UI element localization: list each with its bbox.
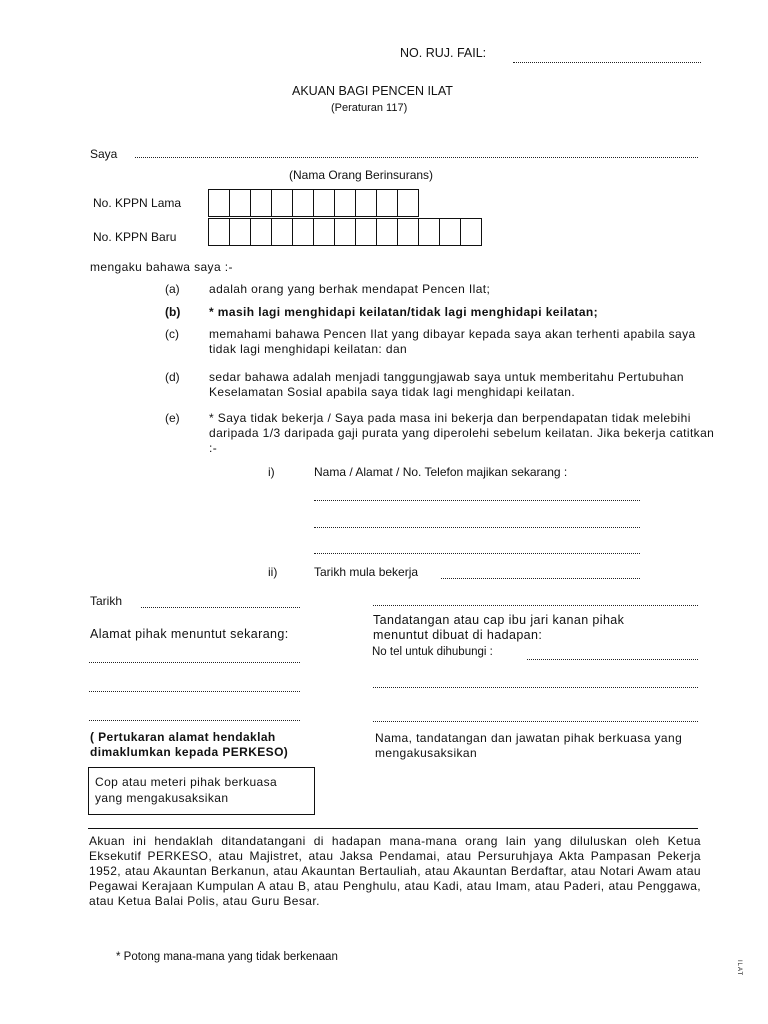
kppn-box[interactable]	[376, 189, 398, 217]
witness-line-2[interactable]	[373, 721, 698, 722]
kppn-box[interactable]	[313, 189, 335, 217]
form-subtitle: (Peraturan 117)	[331, 102, 408, 114]
kppn-box[interactable]	[397, 218, 419, 246]
name-field[interactable]	[135, 157, 698, 158]
footer-notice: Akuan ini hendaklah ditandatangani di hadapan mana-mana orang lain yang diluluskan oleh Ketua Eksekutif PERKESO, atau Majistret, atau Jaksa Pendamai, atau Persuruhjaya Akta Pampasan Pekerja 1952, atau Akauntan Berkanun, atau Akauntan Bertauliah, atau Akauntan Berdaftar, atau Notari Awam atau Pegawai Kerajaan Kumpulan A atau B, atau Penghulu, atau Kadi, atau Imam, atau Paderi, atau Penggawa, atau Ketua Balai Polis, atau Guru Besar.	[89, 834, 701, 908]
item-marker: (d)	[165, 370, 180, 384]
kppn-box[interactable]	[271, 189, 293, 217]
employer-line-1[interactable]	[314, 500, 640, 501]
witness-caption: Nama, tandatangan dan jawatan pihak berkuasa yang mengakusaksikan	[375, 731, 683, 760]
item-marker: (c)	[165, 327, 179, 341]
signature-line[interactable]	[373, 605, 698, 606]
saya-label: Saya	[90, 147, 118, 161]
kppn-box[interactable]	[439, 218, 461, 246]
kppn-box[interactable]	[250, 189, 272, 217]
signature-caption: Tandatangan atau cap ibu jari kanan pihak menuntut dibuat di hadapan:	[373, 613, 625, 642]
item-text: sedar bahawa adalah menjadi tanggungjawab saya untuk memberitahu Pertubuhan Keselamatan Sosial apabila saya tidak lagi menghidapi keilatan.	[209, 370, 684, 399]
address-line-1[interactable]	[89, 662, 300, 663]
witness-stamp-box: Cop atau meteri pihak berkuasa yang mengakusaksikan	[88, 767, 315, 815]
kppn-box[interactable]	[208, 218, 230, 246]
subitem-text: Nama / Alamat / No. Telefon majikan sekarang :	[314, 465, 568, 479]
item-text: * Saya tidak bekerja / Saya pada masa ini bekerja dan berpendapatan tidak melebihi daripada 1/3 daripada gaji purata yang diperolehi sebelum keilatan. Jika bekerja catitkan :-	[209, 411, 715, 455]
item-marker: (a)	[165, 282, 180, 296]
kppn-box[interactable]	[250, 218, 272, 246]
kppn-box[interactable]	[208, 189, 230, 217]
item-text: memahami bahawa Pencen Ilat yang dibayar kepada saya akan terhenti apabila saya tidak lagi menghidapi keilatan: dan	[209, 327, 696, 356]
phone-field[interactable]	[527, 659, 698, 660]
kppn-lama-boxes[interactable]	[208, 189, 419, 217]
kppn-box[interactable]	[334, 189, 356, 217]
kppn-box[interactable]	[292, 189, 314, 217]
item-marker: (b)	[165, 305, 181, 319]
kppn-box[interactable]	[229, 189, 251, 217]
employer-line-3[interactable]	[314, 553, 640, 554]
subitem-text: Tarikh mula bekerja	[314, 565, 419, 579]
kppn-box[interactable]	[271, 218, 293, 246]
strike-note: * Potong mana-mana yang tidak berkenaan	[116, 951, 338, 963]
kppn-lama-label: No. KPPN Lama	[93, 196, 182, 210]
kppn-box[interactable]	[397, 189, 419, 217]
address-line-3[interactable]	[89, 720, 300, 721]
kppn-box[interactable]	[376, 218, 398, 246]
kppn-box[interactable]	[292, 218, 314, 246]
work-start-date-field[interactable]	[441, 578, 640, 579]
declaration-intro: mengaku bahawa saya :-	[90, 260, 233, 274]
tarikh-label: Tarikh	[90, 594, 123, 608]
footer-divider	[88, 828, 698, 829]
date-field[interactable]	[141, 607, 300, 608]
item-text: adalah orang yang berhak mendapat Pencen Ilat;	[209, 282, 491, 296]
subitem-marker: ii)	[268, 565, 278, 579]
kppn-box[interactable]	[355, 189, 377, 217]
item-marker: (e)	[165, 411, 180, 425]
side-code: ILAT	[736, 960, 742, 977]
address-label: Alamat pihak menuntut sekarang:	[90, 627, 289, 641]
kppn-box[interactable]	[460, 218, 482, 246]
kppn-box[interactable]	[418, 218, 440, 246]
kppn-baru-boxes[interactable]	[208, 218, 482, 246]
kppn-baru-label: No. KPPN Baru	[93, 230, 177, 244]
address-change-note: ( Pertukaran alamat hendaklah dimaklumkan kepada PERKESO)	[90, 730, 289, 759]
kppn-box[interactable]	[313, 218, 335, 246]
witness-line-1[interactable]	[373, 687, 698, 688]
kppn-box[interactable]	[355, 218, 377, 246]
kppn-box[interactable]	[334, 218, 356, 246]
kppn-box[interactable]	[229, 218, 251, 246]
employer-line-2[interactable]	[314, 527, 640, 528]
subitem-marker: i)	[268, 465, 275, 479]
form-title: AKUAN BAGI PENCEN ILAT	[292, 84, 453, 98]
phone-label: No tel untuk dihubungi :	[372, 646, 493, 658]
ref-field[interactable]	[513, 62, 701, 63]
name-caption: (Nama Orang Berinsurans)	[289, 168, 434, 182]
address-line-2[interactable]	[89, 691, 300, 692]
item-text: * masih lagi menghidapi keilatan/tidak lagi menghidapi keilatan;	[209, 305, 599, 319]
ref-label: NO. RUJ. FAIL:	[400, 46, 487, 60]
